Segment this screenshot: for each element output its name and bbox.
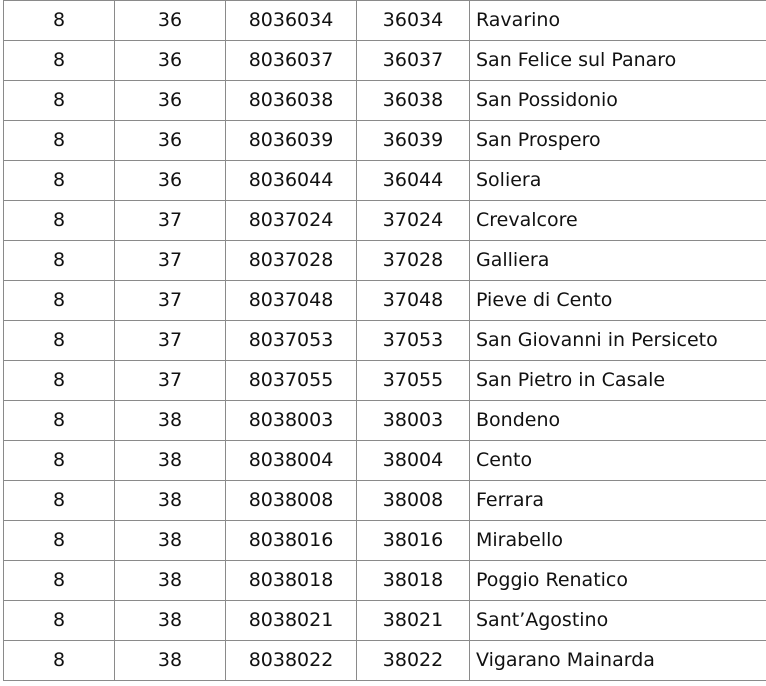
region-code-cell: 8 — [4, 201, 115, 241]
table-row — [4, 441, 766, 481]
municipality-code-cell: 37055 — [357, 361, 470, 401]
istat-code-cell: 8038021 — [226, 601, 357, 641]
region-code-cell: 8 — [4, 401, 115, 441]
municipality-code-cell: 37024 — [357, 201, 470, 241]
table-row — [4, 161, 766, 201]
table-row — [4, 561, 766, 601]
table-row — [4, 121, 766, 161]
istat-code-cell: 8038004 — [226, 441, 357, 481]
region-code-cell: 8 — [4, 161, 115, 201]
table-row — [4, 1, 766, 41]
istat-code-cell: 8036039 — [226, 121, 357, 161]
municipality-code-cell: 38003 — [357, 401, 470, 441]
istat-code-cell: 8038022 — [226, 641, 357, 681]
municipality-code-cell: 36034 — [357, 1, 470, 41]
province-code-cell: 37 — [115, 321, 226, 361]
province-code-cell: 37 — [115, 241, 226, 281]
istat-code-cell: 8038016 — [226, 521, 357, 561]
istat-code-cell: 8038003 — [226, 401, 357, 441]
municipality-name-cell: San Possidonio — [470, 81, 766, 121]
municipality-name-cell: Pieve di Cento — [470, 281, 766, 321]
region-code-cell: 8 — [4, 1, 115, 41]
municipality-code-cell: 38004 — [357, 441, 470, 481]
istat-code-cell: 8037028 — [226, 241, 357, 281]
province-code-cell: 38 — [115, 561, 226, 601]
municipality-name-cell: Crevalcore — [470, 201, 766, 241]
municipality-code-cell: 37053 — [357, 321, 470, 361]
region-code-cell: 8 — [4, 121, 115, 161]
province-code-cell: 38 — [115, 601, 226, 641]
municipality-code-cell: 36037 — [357, 41, 470, 81]
municipality-name-cell: Cento — [470, 441, 766, 481]
table-body — [4, 1, 766, 681]
municipality-name-cell: Ferrara — [470, 481, 766, 521]
province-code-cell: 36 — [115, 161, 226, 201]
istat-code-cell: 8037055 — [226, 361, 357, 401]
province-code-cell: 36 — [115, 1, 226, 41]
municipality-code-cell: 38018 — [357, 561, 470, 601]
municipality-name-cell: Ravarino — [470, 1, 766, 41]
municipality-code-cell: 38008 — [357, 481, 470, 521]
region-code-cell: 8 — [4, 281, 115, 321]
municipality-name-cell: Poggio Renatico — [470, 561, 766, 601]
region-code-cell: 8 — [4, 441, 115, 481]
municipality-name-cell: Sant’Agostino — [470, 601, 766, 641]
province-code-cell: 37 — [115, 201, 226, 241]
municipality-code-cell: 36044 — [357, 161, 470, 201]
municipality-name-cell: San Prospero — [470, 121, 766, 161]
region-code-cell: 8 — [4, 241, 115, 281]
table-row — [4, 321, 766, 361]
municipality-name-cell: San Pietro in Casale — [470, 361, 766, 401]
region-code-cell: 8 — [4, 481, 115, 521]
municipality-name-cell: San Felice sul Panaro — [470, 41, 766, 81]
municipality-name-cell: San Giovanni in Persiceto — [470, 321, 766, 361]
province-code-cell: 38 — [115, 641, 226, 681]
region-code-cell: 8 — [4, 601, 115, 641]
table-row — [4, 481, 766, 521]
region-code-cell: 8 — [4, 41, 115, 81]
table-row — [4, 281, 766, 321]
region-code-cell: 8 — [4, 521, 115, 561]
table-row — [4, 81, 766, 121]
istat-code-cell: 8036037 — [226, 41, 357, 81]
table-row — [4, 641, 766, 681]
table-row — [4, 201, 766, 241]
province-code-cell: 36 — [115, 81, 226, 121]
municipality-code-cell: 37048 — [357, 281, 470, 321]
region-code-cell: 8 — [4, 641, 115, 681]
municipality-table — [3, 0, 766, 681]
municipality-code-cell: 37028 — [357, 241, 470, 281]
region-code-cell: 8 — [4, 321, 115, 361]
istat-code-cell: 8037024 — [226, 201, 357, 241]
municipality-name-cell: Mirabello — [470, 521, 766, 561]
municipality-name-cell: Bondeno — [470, 401, 766, 441]
province-code-cell: 38 — [115, 441, 226, 481]
istat-code-cell: 8036044 — [226, 161, 357, 201]
province-code-cell: 37 — [115, 281, 226, 321]
table-row — [4, 361, 766, 401]
municipality-name-cell: Vigarano Mainarda — [470, 641, 766, 681]
istat-code-cell: 8037048 — [226, 281, 357, 321]
province-code-cell: 38 — [115, 521, 226, 561]
province-code-cell: 38 — [115, 401, 226, 441]
istat-code-cell: 8037053 — [226, 321, 357, 361]
province-code-cell: 38 — [115, 481, 226, 521]
istat-code-cell: 8036034 — [226, 1, 357, 41]
istat-code-cell: 8038008 — [226, 481, 357, 521]
region-code-cell: 8 — [4, 361, 115, 401]
table-row — [4, 241, 766, 281]
table-row — [4, 41, 766, 81]
table-row — [4, 521, 766, 561]
municipality-name-cell: Soliera — [470, 161, 766, 201]
municipality-code-cell: 38021 — [357, 601, 470, 641]
municipality-code-cell: 36039 — [357, 121, 470, 161]
municipality-code-cell: 38022 — [357, 641, 470, 681]
istat-code-cell: 8038018 — [226, 561, 357, 601]
table-row — [4, 401, 766, 441]
province-code-cell: 36 — [115, 41, 226, 81]
municipality-name-cell: Galliera — [470, 241, 766, 281]
region-code-cell: 8 — [4, 561, 115, 601]
municipality-code-cell: 38016 — [357, 521, 470, 561]
municipality-code-cell: 36038 — [357, 81, 470, 121]
province-code-cell: 37 — [115, 361, 226, 401]
region-code-cell: 8 — [4, 81, 115, 121]
istat-code-cell: 8036038 — [226, 81, 357, 121]
data-table-container — [3, 0, 761, 681]
province-code-cell: 36 — [115, 121, 226, 161]
table-row — [4, 601, 766, 641]
